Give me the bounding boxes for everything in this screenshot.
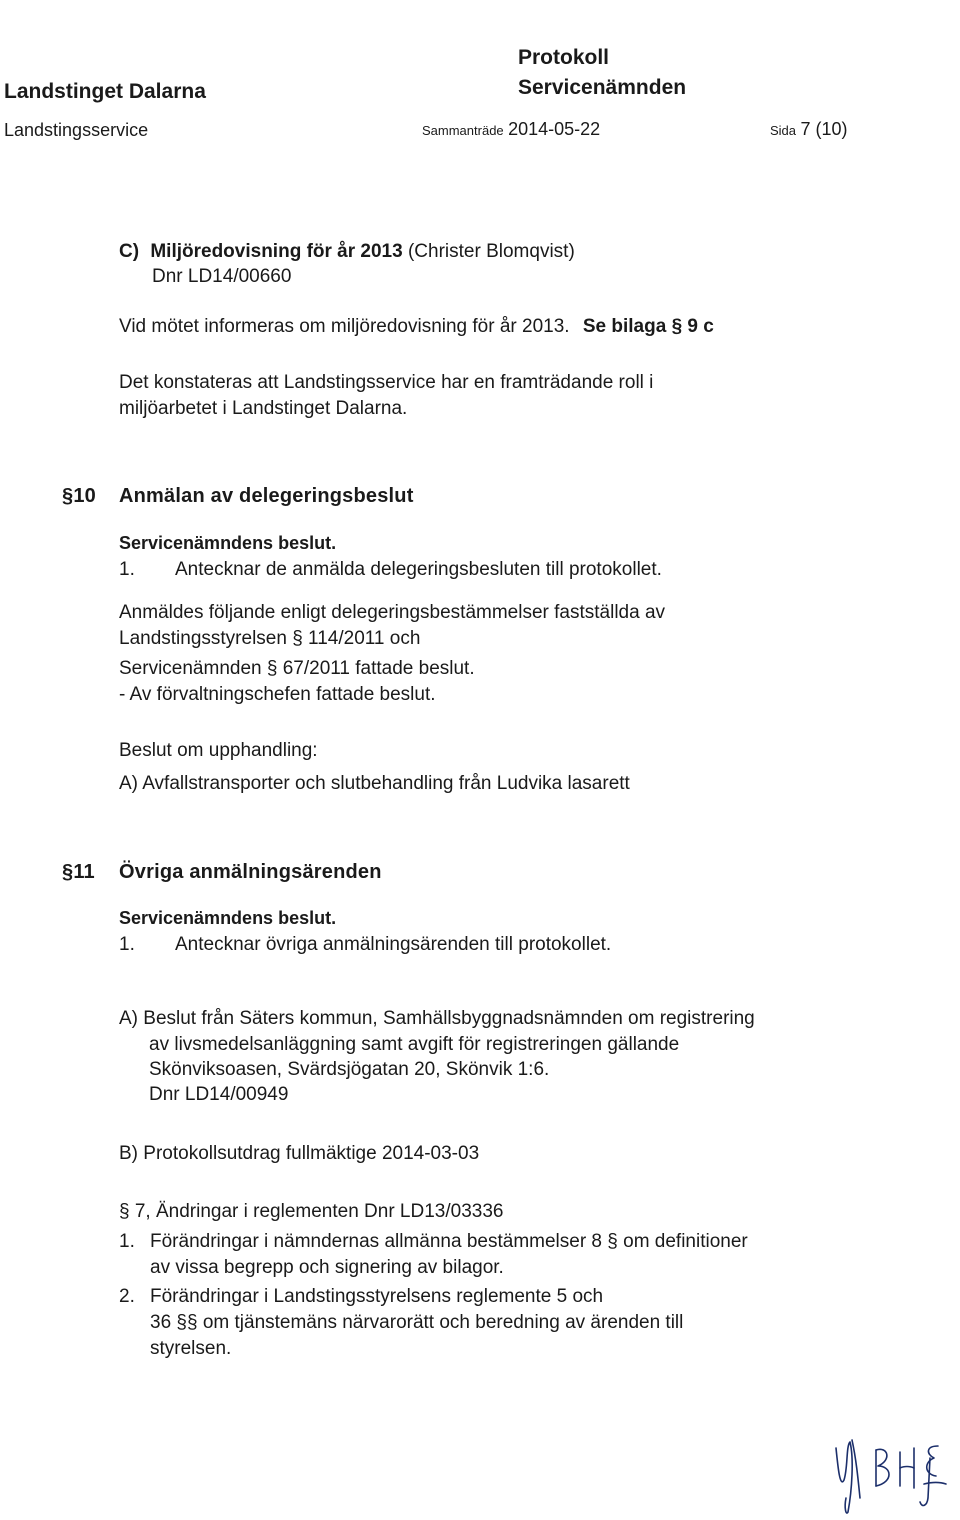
meeting-label: Sammanträde: [422, 123, 504, 138]
page-info: [770, 119, 848, 140]
item-a-line-2: av livsmedelsanläggning samt avgift för registreringen gällande: [149, 1034, 680, 1055]
section-c-para-line-2: miljöarbetet i Landstinget Dalarna.: [119, 398, 408, 419]
section-c-para-line-1: Det konstateras att Landstingsservice har en framträdande roll i: [119, 372, 654, 393]
section-c-title: Miljöredovisning för år 2013: [150, 241, 403, 262]
section-10-title: Anmälan av delegeringsbeslut: [119, 485, 414, 507]
procurement-item: A) Avfallstransporter och slutbehandling från Ludvika lasarett: [119, 773, 630, 794]
section-c-info-line: [119, 316, 714, 338]
list-2-num: 2.: [119, 1286, 135, 1307]
section-11-decision-label: Servicenämndens beslut.: [119, 908, 337, 928]
section-11-title: Övriga anmälningsärenden: [119, 861, 382, 883]
meeting-date: 2014-05-22: [508, 119, 601, 139]
section-c-presenter: (Christer Blomqvist): [407, 241, 575, 262]
list-2-line-2: 36 §§ om tjänstemäns närvarorätt och beredning av ärenden till: [150, 1312, 684, 1333]
item-a-line-3: Skönviksoasen, Svärdsjögatan 20, Skönvik 1:6.: [149, 1059, 550, 1080]
page-number: 7 (10): [800, 119, 848, 139]
section-c-info-text: Vid mötet informeras om miljöredovisning för år 2013.: [119, 316, 570, 337]
signature-initials: [830, 1428, 955, 1518]
section-11-number: §11: [62, 861, 95, 883]
attachment-ref: § 9 c: [671, 316, 714, 337]
section-c-label: C): [119, 241, 140, 262]
procurement-label: Beslut om upphandling:: [119, 740, 318, 761]
section-10-line-4: - Av förvaltningschefen fattade beslut.: [119, 684, 436, 705]
meeting-info: [422, 119, 600, 140]
item-a-dnr: Dnr LD14/00949: [149, 1084, 289, 1105]
section-10-line-2: Landstingsstyrelsen § 114/2011 och: [119, 628, 421, 649]
doc-type: Protokoll: [518, 46, 610, 69]
section-10-line-1: Anmäldes följande enligt delegeringsbestämmelser fastställda av: [119, 602, 666, 623]
section-c-heading: [119, 241, 575, 263]
see-attachment: Se bilaga: [582, 316, 667, 337]
paragraph-7-ref: § 7, Ändringar i reglementen Dnr LD13/03336: [119, 1201, 504, 1222]
list-2-line-1: Förändringar i Landstingsstyrelsens reglemente 5 och: [150, 1286, 604, 1307]
org-name: Landstinget Dalarna: [4, 80, 206, 103]
item-b: B) Protokollsutdrag fullmäktige 2014-03-03: [119, 1143, 480, 1164]
item-a-line-1: A) Beslut från Säters kommun, Samhällsbyggnadsnämnden om registrering: [119, 1008, 755, 1029]
list-1-line-2: av vissa begrepp och signering av bilagor.: [150, 1257, 504, 1278]
section-10-line-3: Servicenämnden § 67/2011 fattade beslut.: [119, 658, 475, 679]
page-label: Sida: [770, 123, 797, 138]
list-1-line-1: Förändringar i nämndernas allmänna bestämmelser 8 § om definitioner: [150, 1231, 748, 1252]
section-10-decision-num: 1.: [119, 559, 135, 580]
unit-name: Landstingsservice: [4, 120, 149, 140]
list-2-line-3: styrelsen.: [150, 1338, 232, 1359]
section-c-dnr: Dnr LD14/00660: [152, 266, 292, 287]
section-10-number: §10: [62, 485, 96, 507]
board-name: Servicenämnden: [518, 76, 687, 99]
list-1-num: 1.: [119, 1231, 135, 1252]
section-11-decision-text: Antecknar övriga anmälningsärenden till protokollet.: [175, 934, 612, 955]
section-10-decision-label: Servicenämndens beslut.: [119, 533, 337, 553]
section-10-decision-text: Antecknar de anmälda delegeringsbesluten till protokollet.: [175, 559, 662, 580]
section-11-decision-num: 1.: [119, 934, 135, 955]
